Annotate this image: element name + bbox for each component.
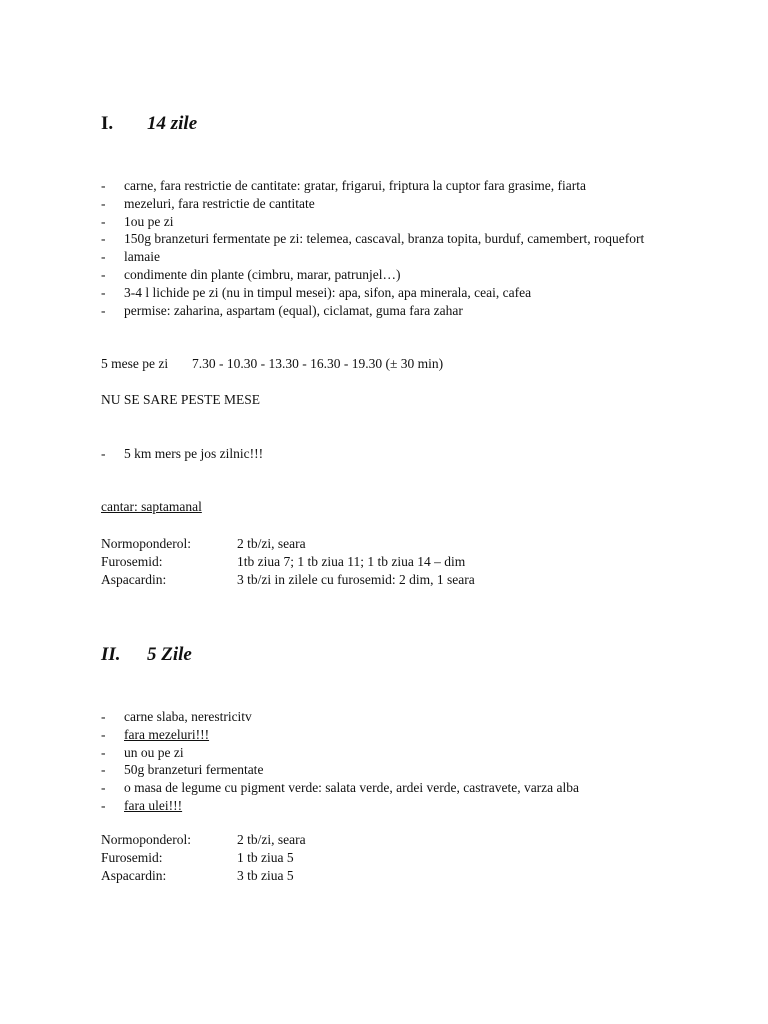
medication-name: Aspacardin: [101, 868, 167, 883]
list-item-text: condimente din plante (cimbru, marar, patrunjel…) [124, 266, 401, 282]
walk-item: - [101, 446, 106, 461]
section-2-title: 5 Zile [147, 644, 192, 665]
meals-times: 7.30 - 10.30 - 13.30 - 16.30 - 19.30 (± 30 min) [192, 356, 444, 371]
medication-dose: 1tb ziua 7; 1 tb ziua 11; 1 tb ziua 14 – dim [237, 554, 466, 569]
medication-dose: 3 tb/zi in zilele cu furosemid: 2 dim, 1 seara [237, 572, 475, 587]
list-item-text: lamaie [124, 249, 160, 265]
walk-item-text: 5 km mers pe jos zilnic!!! [124, 446, 264, 461]
list-item-text: un ou pe zi [124, 744, 184, 760]
medication-name: Normoponderol: [101, 832, 191, 847]
scale-note: cantar: saptamanal [101, 499, 202, 514]
medication-name: Aspacardin: [101, 572, 167, 587]
section-1-title: 14 zile [147, 113, 198, 134]
medication-name: Furosemid: [101, 850, 163, 865]
list-item-text: permise: zaharina, aspartam (equal), ciclamat, guma fara zahar [124, 302, 463, 318]
list-item-text: carne, fara restrictie de cantitate: gratar, frigarui, friptura la cuptor fara grasime, fiarta [124, 178, 586, 193]
list-item-text: fara ulei!!! [124, 797, 183, 813]
section-1-number: I. [101, 113, 114, 134]
medication-name: Normoponderol: [101, 536, 191, 551]
section-2-number: II. [101, 644, 121, 665]
medication-dose: 1 tb ziua 5 [237, 850, 294, 865]
list-item-text: 1ou pe zi [124, 213, 174, 229]
medication-dose: 3 tb ziua 5 [237, 868, 294, 883]
meals-label: 5 mese pe zi [101, 356, 169, 371]
medication-dose: 2 tb/zi, seara [237, 832, 306, 847]
list-item-text: 150g branzeturi fermentate pe zi: telemea, cascaval, branza topita, burduf, camembert, roquefort [124, 231, 645, 247]
no-skip-note: NU SE SARE PESTE MESE [101, 392, 261, 407]
medication-dose: 2 tb/zi, seara [237, 536, 306, 551]
list-item-text: fara mezeluri!!! [124, 726, 210, 742]
list-item-text: 50g branzeturi fermentate [124, 762, 264, 778]
medication-name: Furosemid: [101, 554, 163, 569]
list-item-text: 3-4 l lichide pe zi (nu in timpul mesei): apa, sifon, apa minerala, ceai, cafea [124, 284, 532, 300]
list-item-text: carne slaba, nerestricitv [124, 709, 252, 724]
list-item-text: mezeluri, fara restrictie de cantitate [124, 195, 315, 211]
list-item-text: o masa de legume cu pigment verde: salata verde, ardei verde, castravete, varza alba [124, 780, 580, 796]
